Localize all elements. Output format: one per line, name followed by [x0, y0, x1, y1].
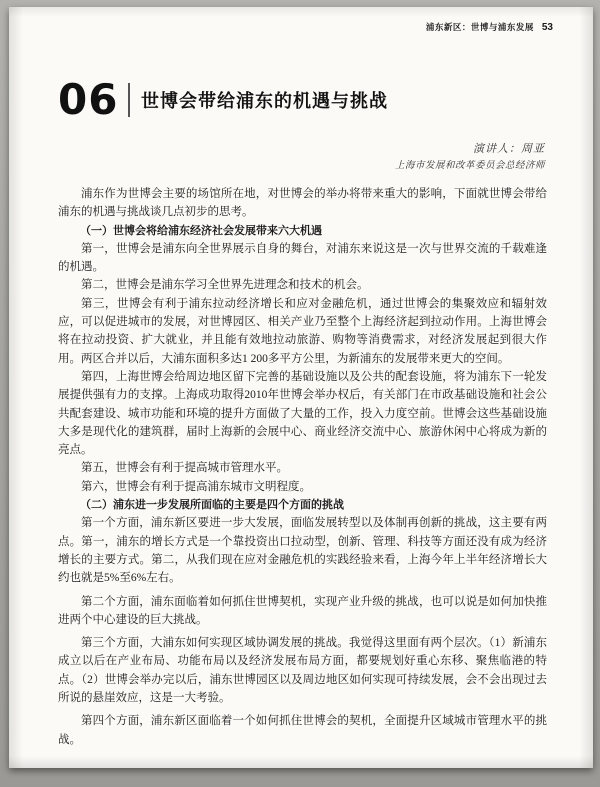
paragraph: 第三个方面，大浦东如何实现区域协调发展的挑战。我觉得这里面有两个层次。（1）新浦东成立以后在产业布局、功能布局以及经济发展布局方面，都要规划好重心东移、聚焦临港的特点。（2）世博会举办完以后，浦东世博园区以及周边地区如何实现可持续发展，会不会出现过去所说的悬崖效应，这是一大考验。 — [58, 637, 547, 705]
section-heading-2: （二）浦东进一步发展所面临的主要是四个方面的挑战 — [80, 499, 344, 512]
running-header — [426, 21, 553, 33]
speaker-title: 上海市发展和改革委员会总经济师 — [394, 161, 545, 171]
paragraph: 第四个方面，浦东新区面临着一个如何抓住世博会的契机，全面提升区域城市管理水平的挑战。 — [58, 715, 547, 746]
paragraph: 第二，世博会是浦东学习全世界先进理念和技术的机会。 — [81, 279, 369, 292]
body-text — [58, 185, 547, 760]
speaker-block — [395, 141, 545, 174]
paragraph: 第五，世博会有利于提高城市管理水平。 — [81, 462, 288, 475]
section-heading-1: （一）世博会将给浦东经济社会发展带来六大机遇 — [80, 224, 322, 237]
paragraph: 第三，世博会有利于浦东拉动经济增长和应对金融危机，通过世博会的集聚效应和辐射效应，可以促进城市的发展，对世博园区、相关产业乃至整个上海经济起到拉动作用。上海世博会将在拉动投资、扩大就业，并且能有效地拉动旅游、购物等消费需求，对经济发展起到很大作用。两区合并以后，大浦东面积多达1 200多平方公里，为新浦东的发展带来更大的空间。 — [58, 297, 547, 365]
paragraph: 第一，世博会是浦东向全世界展示自身的舞台，对浦东来说这是一次与世界交流的千载难逢的机遇。 — [58, 242, 547, 274]
paragraph: 第四，上海世博会给周边地区留下完善的基础设施以及公共的配套设施，将为浦东下一轮发展提供强有力的支撑。上海成功取得2010年世博会举办权后，有关部门在市政基础设施和社会公共配套建设、城市功能和环境的提升方面做了大量的工作，投入力度空前。世博会这些基础设施大多是现代化的建筑群，届时上海新的会展中心、商业经济交流中心、旅游休闲中心将成为新的亮点。 — [58, 370, 547, 457]
paragraph: 浦东作为世博会主要的场馆所在地，对世博会的举办将带来重大的影响，下面就世博会带给浦东的机遇与挑战谈几点初步的思考。 — [58, 188, 547, 219]
paragraph: 第二个方面，浦东面临着如何抓住世博契机，实现产业升级的挑战，也可以说是如何加快推进两个中心建设的巨大挑战。 — [58, 595, 547, 626]
chapter-divider-rule — [128, 83, 130, 117]
chapter-number: 06 — [58, 75, 119, 124]
page-number: 53 — [541, 22, 553, 33]
running-header-text: 浦东新区：世博与浦东发展 — [425, 22, 534, 32]
speaker-name: 演讲人：周亚 — [473, 143, 545, 155]
document-page — [9, 7, 593, 768]
paragraph: 第六，世博会有利于提高浦东城市文明程度。 — [81, 480, 311, 493]
chapter-title: 世博会带给浦东的机遇与挑战 — [140, 91, 388, 111]
chapter-heading — [58, 75, 547, 124]
paragraph: 第一个方面，浦东新区要进一步大发展，面临发展转型以及体制再创新的挑战，这主要有两点。第一，浦东的增长方式是一个靠投资出口拉动型，创新、管理、科技等方面还没有成为经济增长的主要方式。第二，从我们现在应对金融危机的实践经验来看，上海今年上半年经济增长大约也就是5%至6%左右。 — [58, 517, 547, 585]
